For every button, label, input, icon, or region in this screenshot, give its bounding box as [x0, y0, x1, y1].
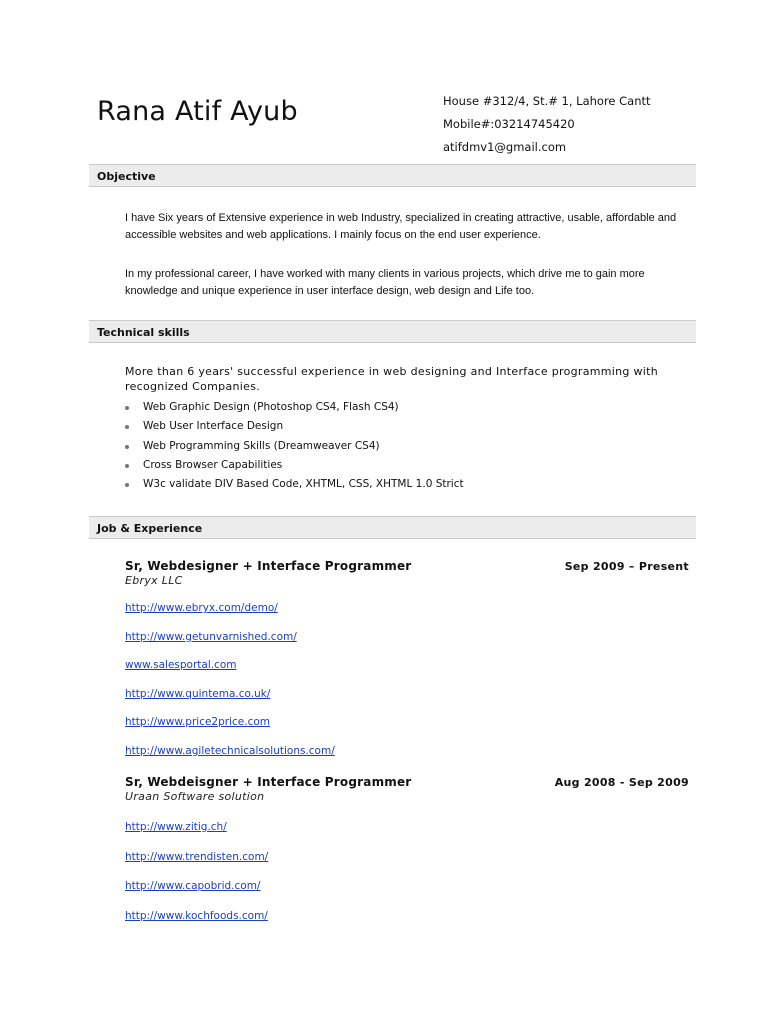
- list-item-label: Web User Interface Design: [143, 420, 284, 433]
- portfolio-link[interactable]: http://www.quintema.co.uk/: [125, 688, 271, 700]
- portfolio-link[interactable]: http://www.kochfoods.com/: [125, 910, 268, 922]
- section-title: Technical skills: [97, 326, 190, 339]
- list-item-label: Web Programming Skills (Dreamweaver CS4): [143, 439, 380, 452]
- list-item: [125, 456, 464, 475]
- list-item: [125, 437, 464, 456]
- skills-list: [125, 398, 464, 494]
- list-item-label: W3c validate DIV Based Code, XHTML, CSS, XHTML 1.0 Strict: [143, 478, 464, 491]
- section-title: Job & Experience: [97, 522, 203, 535]
- bullet-icon: [125, 425, 129, 429]
- objective-paragraph: In my professional career, I have worked with many clients in various projects, which drive me to gain more knowledge and unique experience in user interface design, web design and Life too.: [125, 268, 645, 297]
- objective-paragraph: I have Six years of Extensive experience in web Industry, specialized in creating attractive, usable, affordable and accessible websites and web applications. I mainly focus on the end user experience.: [125, 212, 677, 241]
- job-company: Ebryx LLC: [125, 574, 183, 587]
- job-title: Sr, Webdeisgner + Interface Programmer: [125, 775, 412, 789]
- portfolio-link[interactable]: http://www.price2price.com: [125, 716, 271, 728]
- job-company: Uraan Software solution: [125, 790, 265, 803]
- address: House #312/4, St.# 1, Lahore Cantt: [443, 94, 651, 108]
- portfolio-link[interactable]: http://www.zitig.ch/: [125, 821, 227, 833]
- resume-name: Rana Atif Ayub: [97, 96, 298, 127]
- bullet-icon: [125, 483, 129, 487]
- job-dates: Sep 2009 – Present: [564, 560, 689, 573]
- section-header-job-experience: [89, 516, 696, 539]
- section-title: Objective: [97, 170, 156, 183]
- mobile-number: Mobile#:03214745420: [443, 117, 575, 131]
- email-address: atifdmv1@gmail.com: [443, 140, 567, 154]
- list-item-label: Web Graphic Design (Photoshop CS4, Flash CS4): [143, 401, 399, 413]
- portfolio-link[interactable]: http://www.ebryx.com/demo/: [125, 602, 278, 614]
- portfolio-link[interactable]: http://www.capobrid.com/: [125, 880, 261, 892]
- bullet-icon: [125, 406, 129, 410]
- portfolio-link[interactable]: www.salesportal.com: [125, 659, 237, 671]
- bullet-icon: [125, 464, 129, 468]
- portfolio-link[interactable]: http://www.getunvarnished.com/: [125, 631, 297, 643]
- job-dates: Aug 2008 - Sep 2009: [554, 776, 689, 789]
- list-item: [125, 475, 464, 494]
- list-item: [125, 398, 464, 417]
- section-header-objective: [89, 164, 696, 187]
- skills-intro: More than 6 years' successful experience in web designing and Interface programming with recognized Companies.: [125, 365, 659, 393]
- portfolio-link[interactable]: http://www.trendisten.com/: [125, 851, 269, 863]
- list-item: [125, 417, 464, 436]
- section-header-technical-skills: [89, 320, 696, 343]
- job-title: Sr, Webdesigner + Interface Programmer: [125, 559, 412, 573]
- list-item-label: Cross Browser Capabilities: [143, 458, 283, 471]
- portfolio-link[interactable]: http://www.agiletechnicalsolutions.com/: [125, 745, 335, 757]
- bullet-icon: [125, 445, 129, 449]
